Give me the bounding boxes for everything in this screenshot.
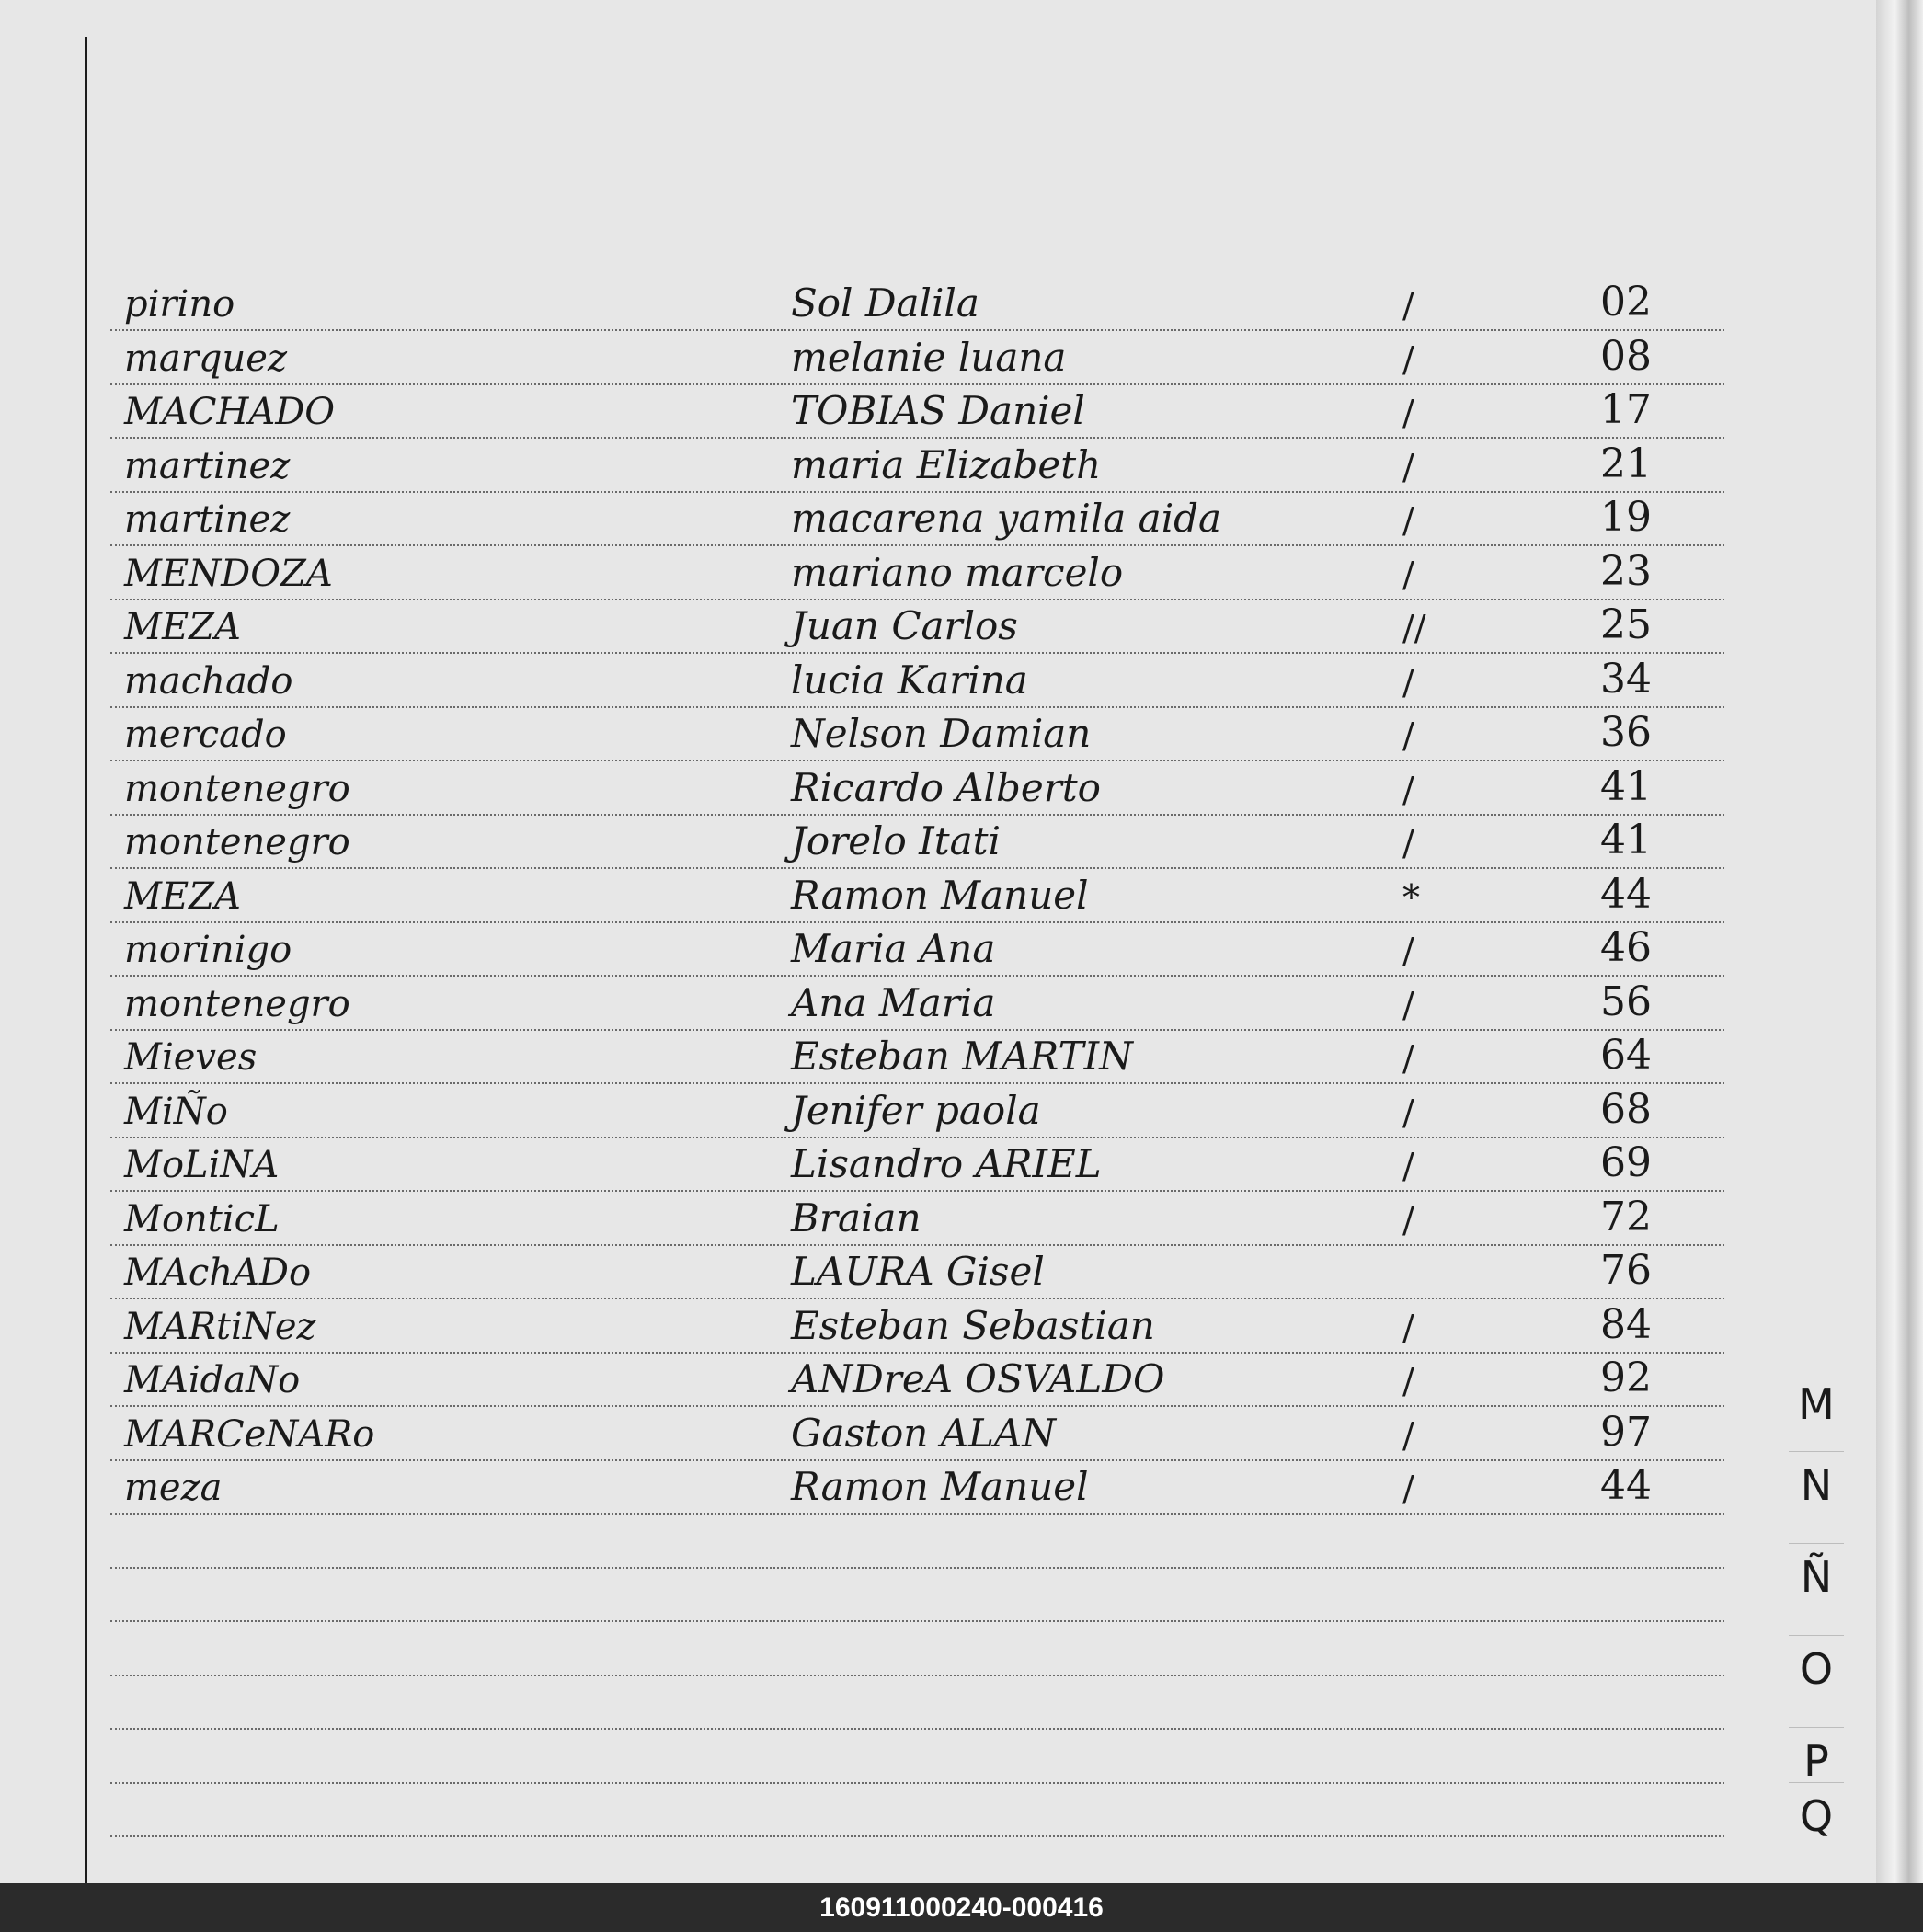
- surname-text: morinigo: [124, 929, 292, 971]
- given-name-text: Nelson Damian: [791, 711, 1092, 756]
- given-name-text: lucia Karina: [791, 657, 1028, 703]
- check-mark: /: [1402, 500, 1414, 541]
- ruled-line: [110, 1675, 1724, 1676]
- check-mark: /: [1402, 554, 1414, 595]
- surname-text: marquez: [124, 337, 288, 380]
- ledger-row: [0, 1246, 1803, 1298]
- surname-text: MonticL: [124, 1197, 280, 1240]
- given-name-text: Ana Maria: [791, 979, 996, 1025]
- check-mark: /: [1402, 1146, 1414, 1186]
- given-name-text: LAURA Gisel: [791, 1249, 1045, 1294]
- entry-number: 72: [1600, 1193, 1652, 1240]
- ruled-line: [110, 1513, 1724, 1515]
- surname-text: MARCeNARo: [124, 1412, 375, 1456]
- surname-text: MAchADo: [124, 1252, 312, 1294]
- entry-number: 02: [1600, 279, 1652, 326]
- surname-text: MEZA: [124, 606, 241, 648]
- ledger-row: [0, 547, 1803, 599]
- check-mark: /: [1402, 984, 1414, 1025]
- check-mark: /: [1402, 446, 1414, 487]
- ledger-row: [0, 870, 1803, 921]
- ledger-row: [0, 332, 1803, 383]
- given-name-text: Maria Ana: [791, 926, 996, 971]
- given-name-text: Esteban MARTIN: [791, 1034, 1133, 1079]
- check-mark: /: [1402, 393, 1414, 433]
- check-mark: /: [1402, 1414, 1414, 1456]
- check-mark: /: [1402, 1038, 1414, 1079]
- entry-number: 21: [1600, 440, 1652, 487]
- entry-number: 92: [1600, 1355, 1652, 1401]
- given-name-text: mariano marcelo: [791, 549, 1124, 595]
- ledger-row: [0, 708, 1803, 760]
- ledger-row: [0, 1138, 1803, 1190]
- surname-text: montenegro: [124, 821, 350, 863]
- check-mark: /: [1402, 769, 1414, 810]
- ruled-line: [110, 1728, 1724, 1730]
- surname-text: martinez: [124, 498, 291, 541]
- given-name-text: ANDreA OSVALDO: [791, 1356, 1165, 1401]
- tab-divider: [1789, 1727, 1844, 1728]
- surname-text: MEZA: [124, 875, 241, 918]
- ledger-row: [0, 278, 1803, 329]
- check-mark: /: [1402, 1361, 1414, 1401]
- ledger-row: [0, 762, 1803, 814]
- entry-number: 25: [1600, 601, 1652, 648]
- given-name-text: Juan Carlos: [791, 603, 1018, 648]
- tab-divider: [1789, 1451, 1844, 1452]
- ledger-row: [0, 1461, 1803, 1513]
- given-name-text: Ricardo Alberto: [791, 764, 1101, 810]
- ruled-line: [110, 1782, 1724, 1784]
- entry-number: 44: [1600, 870, 1652, 918]
- given-name-text: Jenifer paola: [791, 1087, 1041, 1133]
- tab-divider: [1789, 1543, 1844, 1544]
- surname-text: MACHADO: [124, 391, 336, 433]
- check-mark: /: [1402, 1199, 1414, 1240]
- ledger-row: [0, 600, 1803, 652]
- entry-number: 56: [1600, 977, 1652, 1025]
- surname-text: martinez: [124, 444, 291, 487]
- surname-text: mercado: [124, 714, 287, 756]
- index-tab: Ñ: [1800, 1552, 1833, 1602]
- surname-text: machado: [124, 659, 293, 703]
- entry-number: 41: [1600, 762, 1652, 810]
- check-mark: /: [1402, 1307, 1414, 1348]
- entry-number: 46: [1600, 924, 1652, 971]
- entry-number: 08: [1600, 332, 1652, 380]
- ledger-row: [0, 1031, 1803, 1082]
- given-name-text: macarena yamila aida: [791, 496, 1222, 541]
- ledger-row: [0, 385, 1803, 437]
- ledger-row: [0, 923, 1803, 975]
- ruled-line: [110, 1835, 1724, 1837]
- check-mark: /: [1402, 823, 1414, 863]
- ledger-row: [0, 1354, 1803, 1405]
- tab-divider: [1789, 1782, 1844, 1783]
- given-name-text: Ramon Manuel: [791, 1464, 1089, 1509]
- surname-text: MoLiNA: [124, 1144, 280, 1186]
- given-name-text: Gaston ALAN: [791, 1410, 1057, 1456]
- page-edge: [1876, 0, 1923, 1883]
- ledger-row: [0, 440, 1803, 491]
- given-name-text: TOBIAS Daniel: [791, 388, 1085, 433]
- check-mark: /: [1402, 931, 1414, 971]
- ledger-row: [0, 1300, 1803, 1352]
- index-tab: O: [1799, 1644, 1834, 1694]
- index-tab: Q: [1799, 1791, 1834, 1841]
- given-name-text: maria Elizabeth: [791, 441, 1102, 487]
- entry-number: 34: [1600, 655, 1652, 703]
- check-mark: /: [1402, 1092, 1414, 1133]
- ruled-line: [110, 1567, 1724, 1569]
- entry-number: 36: [1600, 709, 1652, 756]
- document-id: 160911000240-000416: [0, 1883, 1923, 1932]
- surname-text: montenegro: [124, 767, 350, 810]
- surname-text: MiÑo: [124, 1090, 228, 1133]
- surname-text: pirino: [124, 283, 235, 326]
- check-mark: //: [1402, 608, 1426, 648]
- ledger-row: [0, 816, 1803, 867]
- entry-number: 41: [1600, 817, 1652, 863]
- given-name-text: Lisandro ARIEL: [791, 1141, 1102, 1186]
- entry-number: 69: [1600, 1139, 1652, 1186]
- index-tabs: [1780, 1379, 1853, 1894]
- entry-number: 84: [1600, 1300, 1652, 1348]
- surname-text: MARtiNez: [124, 1305, 316, 1348]
- ledger-row: [0, 1085, 1803, 1137]
- ledger-row: [0, 493, 1803, 544]
- surname-text: Mieves: [124, 1036, 258, 1079]
- surname-text: MAidaNo: [124, 1359, 301, 1401]
- given-name-text: Ramon Manuel: [791, 872, 1089, 918]
- check-mark: *: [1402, 876, 1420, 918]
- check-mark: /: [1402, 338, 1414, 380]
- entry-number: 23: [1600, 547, 1652, 595]
- given-name-text: Esteban Sebastian: [791, 1302, 1155, 1348]
- given-name-text: Jorelo Itati: [791, 818, 1001, 863]
- surname-text: montenegro: [124, 982, 350, 1025]
- check-mark: /: [1402, 1469, 1414, 1509]
- entry-number: 19: [1600, 494, 1652, 541]
- entry-number: 68: [1600, 1085, 1652, 1133]
- entry-number: 17: [1600, 386, 1652, 433]
- ledger-row: [0, 1408, 1803, 1459]
- ledger-row: [0, 977, 1803, 1029]
- tab-divider: [1789, 1635, 1844, 1636]
- index-tab: N: [1800, 1460, 1833, 1510]
- ledger-row: [0, 655, 1803, 706]
- entry-number: 97: [1600, 1408, 1652, 1456]
- given-name-text: Braian: [791, 1195, 921, 1240]
- given-name-text: melanie luana: [791, 334, 1067, 380]
- entry-number: 76: [1600, 1247, 1652, 1294]
- surname-text: MENDOZA: [124, 552, 333, 595]
- index-tab: P: [1803, 1736, 1829, 1786]
- ruled-line: [110, 1620, 1724, 1622]
- check-mark: /: [1402, 661, 1414, 703]
- check-mark: /: [1402, 285, 1414, 326]
- surname-text: meza: [124, 1467, 223, 1509]
- given-name-text: Sol Dalila: [791, 280, 979, 326]
- ledger-row: [0, 1193, 1803, 1244]
- entry-number: 64: [1600, 1032, 1652, 1079]
- entry-number: 44: [1600, 1462, 1652, 1509]
- check-mark: /: [1402, 715, 1414, 756]
- index-tab: M: [1798, 1379, 1835, 1429]
